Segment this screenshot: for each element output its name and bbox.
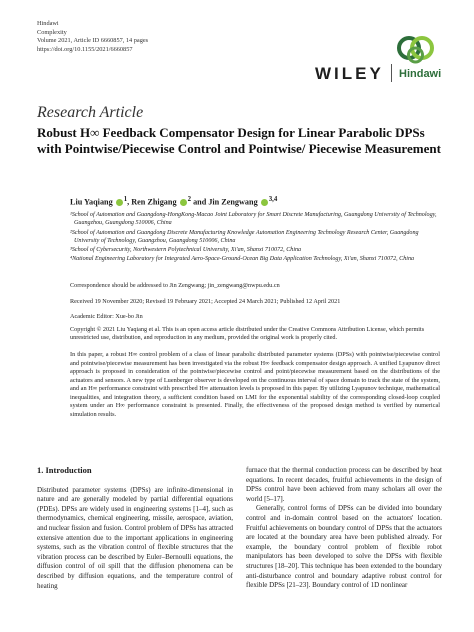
orcid-icon[interactable] — [261, 199, 268, 206]
academic-editor: Academic Editor: Xue-bo Jin — [70, 313, 143, 320]
affiliation-item: ³School of Cybersecurity, Northwestern Polytechnical University, Xi'an, Shanxi 710072, China — [70, 247, 302, 254]
affiliation-item: ²School of Automation and Guangdong Discrete Manufacturing Knowledge Automation Engineering Technology Research Center, Guangdong University of Technology, Guangzhou, Guangdong 510006, China — [70, 229, 419, 244]
left-column — [37, 466, 233, 591]
section-heading: 1. Introduction — [37, 465, 92, 475]
copyright-notice: Copyright © 2021 Liu Yaqiang et al. This is an open access article distributed under the Creative Commons Attribution License, which permits unrestricted use, distribution, and reproduction in any medium, provided the original work is properly cited. — [70, 326, 425, 342]
author-list: Liu Yaqiang $^1$, Ren Zhigang $^2$ and Jin Zengwang $^{3,4}$ — [70, 196, 278, 207]
wiley-logo: WILEY — [315, 64, 384, 83]
abstract: In this paper, a robust H∞ control problem of a class of linear parabolic distributed parameter systems (DPSs) with pointwise/piecewise control and pointwise/piecewise measurement has been investigated via the robust H∞ feedback compensator design approach. A unified Lyapunov direct approach is proposed in consideration of the pointwise/piecewise control and point/piecewise measurement based on the distributions of the actuators and sensors. A new type of Luenberger observer is developed on the continuous interval of space domain to track the state of the system, and an H∞ performance constraint with prescribed H∞ attenuation levels is proposed in this paper. By utilizing Lyapunov technique, mathematical inequalities, and integration theory, a sufficient condition based on LMI for the exponential stability of the corresponding closed-loop coupled system under an H∞ performance constraint is presented. Finally, the effectiveness of the proposed design method is verified by numerical simulation results. — [70, 351, 440, 418]
journal-meta — [37, 20, 148, 54]
paragraph: furnace that the thermal conduction process can be described by heat equations. In recent decades, fruitful achievements in the design of DPSs control have been achieved from many scholars all over the world [5–17]. — [246, 466, 442, 503]
affiliation-item: ⁴National Engineering Laboratory for Integrated Aero-Space-Ground-Ocean Big Data Application Technology, Xi'an, Shanxi 710072, China — [70, 256, 415, 263]
orcid-icon[interactable] — [180, 199, 187, 206]
article-type: Research Article — [37, 104, 144, 121]
author-name: Liu Yaqiang — [70, 197, 113, 207]
author-name: Ren Zhigang — [131, 197, 177, 207]
author-affil-sup: 1 — [123, 196, 128, 203]
author-affil-sup: 2 — [187, 196, 192, 203]
logo-divider — [391, 64, 392, 82]
author-name: Jin Zengwang — [208, 197, 258, 207]
publication-dates: Received 19 November 2020; Revised 19 February 2021; Accepted 24 March 2021; Published 12 April 2021 — [70, 298, 341, 305]
journal-publisher: Hindawi — [37, 20, 59, 27]
affiliation-item: ¹School of Automation and Guangdong-HongKong-Macao Joint Laboratory for Smart Discrete Manufacturing, Guangdong University of Technology, Guangzhou, Guangdong 510006, China — [70, 212, 437, 227]
journal-name: Complexity — [37, 28, 67, 36]
journal-volume: Volume 2021, Article ID 6660857, 14 pages — [37, 37, 149, 45]
hindawi-logo-icon — [395, 34, 437, 72]
paragraph: Generally, control forms of DPSs can be divided into boundary control and in-domain control based on the actuators' location. Fruitful achievements on boundary control of DPSs that the actuators are located at the boundary area have been published already. For example, the boundary control problem of flexible robot manipulators has been developed to solve the DPSs with flexible structures [18–20]. This technique has been extended to the boundary anti-disturbance control and boundary adaptive robust control for flexible DPSs [21–23]. Boundary control of 1D nonlinear — [246, 504, 442, 590]
right-column — [246, 466, 442, 591]
author-affil-sup: 3,4 — [268, 196, 278, 203]
orcid-icon[interactable] — [116, 199, 123, 206]
correspondence: Correspondence should be addressed to Jin Zengwang; jin_zengwang@nwpu.edu.cn — [70, 282, 280, 289]
affiliations — [70, 211, 440, 265]
paragraph: Distributed parameter systems (DPSs) are infinite-dimensional in nature and are generally modeled by partial differential equations (PDEs). DPSs are widely used in engineering systems [1–4], such as thermodynamics, chemical engineering, missile, aerospace, aviation, and nuclear fission and fusion. Control problem of DPSs has attracted extensive attention due to the important applications in engineering systems, such as the vibration control of flexible structures that the vibration process can be described by Euler–Bernoulli equations, the diffusion control of oil spill that the diffusion phenomena can be described by diffusion equations, and the temperature control of heating — [37, 485, 233, 590]
paper-title: Robust H∞ Feedback Compensator Design for Linear Parabolic DPSs with Pointwise/Piecewise Control and Pointwise/ Piecewise Measurement — [37, 125, 441, 156]
doi-link[interactable]: https://doi.org/10.1155/2021/6660857 — [37, 45, 133, 53]
hindawi-wordmark: Hindawi — [399, 68, 442, 80]
